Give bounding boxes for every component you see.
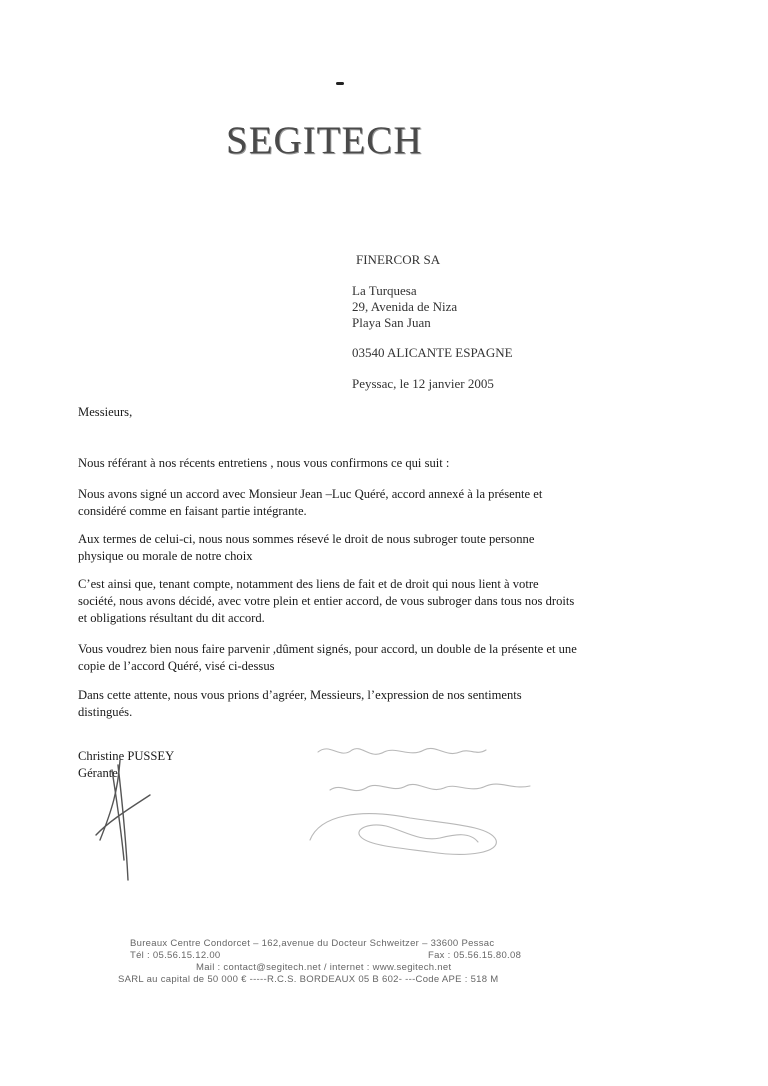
signature-left-icon [96,760,150,880]
signatory-name: Christine PUSSEY [78,749,175,763]
footer-mail: Mail : contact@segitech.net / internet : www.segitech.net [196,962,452,973]
company-logo: SEGITECH [226,119,423,162]
recipient-name: FINERCOR SA [356,252,441,267]
recipient-address-line: 29, Avenida de Niza [352,299,458,314]
footer-legal: SARL au capital de 50 000 € -----R.C.S. BORDEAUX 05 B 602- ---Code APE : 518 M [118,974,499,985]
paragraph-3: Aux termes de celui-ci, nous nous sommes résevé le droit de nous subroger toute personne physique ou morale de notre choix [78,532,535,563]
salutation: Messieurs, [78,405,133,419]
footer-fax: Fax : 05.56.15.80.08 [428,950,522,961]
paragraph-6: Dans cette attente, nous vous prions d’agréer, Messieurs, l’expression de nos sentiments distingués. [78,688,522,719]
signature-right-icon [310,748,530,854]
signatory-title: Gérante [78,766,118,780]
recipient-address-line: Playa San Juan [352,315,431,330]
paragraph-4: C’est ainsi que, tenant compte, notamment des liens de fait et de droit qui nous lient à votre société, nous avons décidé, avec votre plein et entier accord, de vous subroger dans tous nos droits et obligations résultant du dit accord. [78,577,575,625]
paragraph-2: Nous avons signé un accord avec Monsieur Jean –Luc Quéré, accord annexé à la présente et considéré comme en faisant partie intégrante. [78,487,543,518]
date-line: Peyssac, le 12 janvier 2005 [352,376,494,391]
footer-phone: Tél : 05.56.15.12.00 [130,950,221,961]
paragraph-1: Nous référant à nos récents entretiens , nous vous confirmons ce qui suit : [78,456,450,470]
recipient-address-line: La Turquesa [352,283,417,298]
recipient-city: 03540 ALICANTE ESPAGNE [352,345,513,360]
footer-address: Bureaux Centre Condorcet – 162,avenue du Docteur Schweitzer – 33600 Pessac [130,938,495,949]
paragraph-5: Vous voudrez bien nous faire parvenir ,dûment signés, pour accord, un double de la présente et une copie de l’accord Quéré, visé ci-dessus [78,642,577,673]
